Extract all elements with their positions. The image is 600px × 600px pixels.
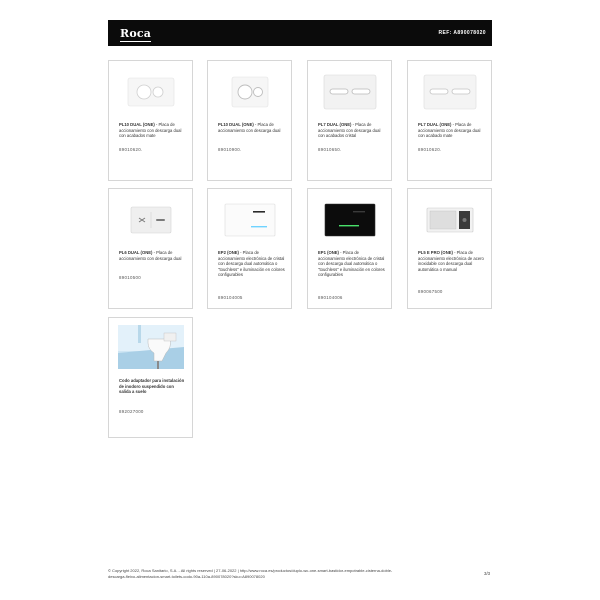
product-description (218, 122, 285, 133)
product-name: PL10 DUAL (ONE) (218, 122, 254, 127)
product-image-glass-black-led (314, 195, 385, 245)
product-name: PL7 DUAL (ONE) (418, 122, 452, 127)
product-ref: 89010620. (418, 147, 442, 152)
product-description (119, 250, 186, 261)
product-description (418, 250, 485, 272)
product-name: PL10 DUAL (ONE) (119, 122, 155, 127)
product-description (218, 250, 285, 278)
product-desc: - Placa de accionamiento con descarga dual (218, 122, 281, 133)
product-name: PL6 DUAL (ONE) (119, 250, 153, 255)
reference-code: REF: A890078020 (438, 30, 486, 36)
product-image-plate-round-buttons (214, 67, 285, 117)
product-card[interactable] (407, 188, 492, 309)
product-desc: - Placa de accionamiento con descarga dual con acabado mate (418, 122, 481, 139)
product-name: EP1 (ONE) (318, 250, 339, 255)
product-ref: 89010650. (318, 147, 342, 152)
product-image-plate-capsule-buttons (414, 67, 485, 117)
document-header (108, 20, 492, 46)
product-image-steel-plate (414, 195, 485, 245)
product-card[interactable] (307, 60, 392, 181)
product-card[interactable] (108, 317, 193, 438)
product-image-plate-capsule-buttons (314, 67, 385, 117)
product-ref: 890104006 (318, 295, 343, 300)
product-desc: - Placa de accionamiento con descarga dual con acabados mate (119, 122, 182, 139)
product-name: EP2 (ONE) (218, 250, 239, 255)
product-desc: - Placa de accionamiento con descarga dual con acabados cristal (318, 122, 381, 139)
product-description (318, 250, 385, 278)
product-desc: Codo adaptador para instalación de inodoro suspendido con salida a suelo (119, 378, 185, 395)
product-ref: 892027000 (119, 409, 144, 414)
product-description (418, 122, 485, 139)
product-ref: 89010620. (119, 147, 143, 152)
product-image-glass-white-led (214, 195, 285, 245)
copyright-line: © Copyright 2022, Roca Sanitario, S.A. - All rights reserved | 27-06-2022 | http://www.roca.es/productos/duplo-wc-one-smart-bastidor-empotrable-cisterna-doble- (108, 568, 393, 573)
page-footer (108, 568, 480, 580)
product-card[interactable] (407, 60, 492, 181)
product-ref: 890104005 (218, 295, 243, 300)
source-url[interactable]: descarga-fleixo-alimentacion-smart-toilets-codo-90a-110a-890078020?sku=A890078020 (108, 574, 265, 579)
product-description (318, 122, 385, 139)
product-card[interactable] (307, 188, 392, 309)
product-ref: 89010500 (119, 275, 141, 280)
product-name: PL5 E PRO (ONE) (418, 250, 453, 255)
product-ref: 890067500 (418, 289, 443, 294)
product-desc: - Placa de accionamiento electrónica de cristal con descarga dual automática o "touchless" e iluminación en colores configurables (218, 250, 285, 278)
product-description (119, 378, 186, 395)
product-image-plate-round-buttons (115, 67, 186, 117)
product-card[interactable] (207, 188, 292, 309)
product-card[interactable] (108, 60, 193, 181)
product-description (119, 122, 186, 139)
product-card[interactable] (108, 188, 193, 309)
product-image-plate-symbol-buttons (115, 195, 186, 245)
product-desc: - Placa de accionamiento con descarga dual (119, 250, 182, 261)
product-ref: 89010900. (218, 147, 242, 152)
product-desc: - Placa de accionamiento electrónica de cristal con descarga dual automática o "touchless" e iluminación en colores configurables (318, 250, 385, 278)
product-desc: - Placa de accionamiento electrónica de acero inoxidable con descarga dual automática o manual (418, 250, 484, 272)
roca-logo: Roca (120, 26, 152, 40)
product-card[interactable] (207, 60, 292, 181)
product-image-toilet-photo (118, 325, 184, 369)
page-number: 3/3 (484, 571, 491, 576)
product-name: PL7 DUAL (ONE) (318, 122, 352, 127)
